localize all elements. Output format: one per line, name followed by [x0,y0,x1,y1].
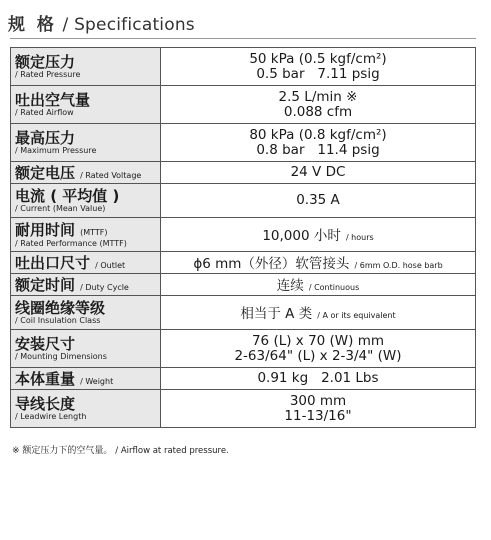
spec-row-weight [11,368,476,390]
spec-row-current [11,184,476,218]
spec-value-line: 24 V DC [290,164,346,180]
spec-value-line: 0.8 bar 11.4 psig [256,141,380,158]
spec-label-cn: 本体重量 [15,370,76,388]
spec-label-cell [11,184,161,218]
spec-table [10,47,476,428]
spec-value-line: 10,000 小时 [262,228,341,244]
spec-value-line: 2-63/64" (L) x 2-3/4" (W) [234,347,402,364]
spec-row-rated-voltage [11,162,476,184]
spec-label-en: / Rated Voltage [80,171,142,180]
spec-label-en: / Leadwire Length [15,411,87,421]
spec-value-line: 300 mm [289,392,347,409]
title-cn: 规 格 [8,15,57,35]
spec-label-cell [11,48,161,86]
footnote [12,443,229,456]
spec-label-cell [11,296,161,330]
spec-row-rated-pressure [11,48,476,86]
spec-label-cn-suffix: (MTTF) [80,228,108,237]
spec-value-line: 11-13/16" [284,407,352,424]
spec-label-cell [11,368,161,390]
spec-value-line: ϕ6 mm（外径）软管接头 [193,256,350,272]
spec-label-en: / Rated Performance (MTTF) [15,239,127,248]
spec-value-cell [161,124,476,162]
spec-value-line: 0.91 kg 2.01 Lbs [257,370,379,386]
spec-value-cell [161,162,476,184]
spec-label-en: / Coil Insulation Class [15,315,101,325]
spec-label-cell [11,274,161,296]
spec-row-duty-cycle [11,274,476,296]
title-divider [10,38,476,39]
spec-value-line: 0.35 A [296,192,340,208]
spec-row-max-pressure [11,124,476,162]
spec-row-mttf [11,218,476,252]
spec-value-cell [161,368,476,390]
spec-value-en: / Continuous [308,283,360,292]
spec-label-cn: 额定时间 [15,276,76,294]
footnote-cn: ※ 额定压力下的空气量。 [12,446,113,456]
spec-row-mounting-dimensions [11,330,476,368]
spec-label-cell [11,86,161,124]
spec-value-cell [161,48,476,86]
spec-label-cell [11,252,161,274]
spec-label-cn: 导线长度 [15,394,76,413]
spec-label-en: / Weight [80,377,114,386]
spec-label-cell [11,124,161,162]
spec-value-cell [161,390,476,428]
spec-value-cell [161,330,476,368]
spec-label-en: / Current (Mean Value) [15,203,106,213]
spec-value-line: 76 (L) x 70 (W) mm [251,332,385,349]
spec-value-en: / hours [345,233,374,242]
spec-value-cell [161,218,476,252]
spec-label-cn: 吐出空气量 [15,90,91,109]
spec-value-cell [161,86,476,124]
spec-value-line: 0.5 bar 7.11 psig [256,65,380,82]
spec-value-cell [161,252,476,274]
spec-value-line: 80 kPa (0.8 kgf/cm²) [249,126,387,143]
spec-row-rated-airflow [11,86,476,124]
spec-label-cell [11,162,161,184]
spec-label-cn: 额定电压 [15,164,76,182]
spec-value-cell [161,274,476,296]
spec-label-cell [11,330,161,368]
spec-value-en: / A or its equivalent [317,311,396,320]
spec-label-en: / Maximum Pressure [15,145,97,155]
spec-row-leadwire-length [11,390,476,428]
spec-value-en: / 6mm O.D. hose barb [354,261,443,270]
spec-label-cn: 安装尺寸 [15,334,76,353]
spec-label-cell [11,390,161,428]
spec-label-cn: 线圈绝缘等级 [15,298,106,317]
spec-label-cell [11,218,161,252]
spec-value-line: 50 kPa (0.5 kgf/cm²) [249,50,387,67]
spec-value-cell [161,296,476,330]
spec-value-line: 相当于 A 类 [240,306,313,322]
title-en: / Specifications [62,15,195,35]
spec-value-line: 连续 [276,278,304,294]
spec-label-cn: 最高压力 [15,128,76,147]
spec-label-en: / Outlet [95,261,126,270]
spec-label-en: / Rated Pressure [15,69,81,79]
spec-label-en: / Duty Cycle [80,283,129,292]
spec-label-en: / Mounting Dimensions [15,351,107,361]
spec-label-en: / Rated Airflow [15,107,74,117]
spec-value-cell [161,184,476,218]
footnote-en: / Airflow at rated pressure. [115,446,229,456]
page-title [8,10,195,35]
spec-label-cn: 额定压力 [15,52,76,71]
spec-row-coil-insulation [11,296,476,330]
spec-label-cn: 吐出口尺寸 [15,254,91,272]
spec-value-line: 2.5 L/min ※ [278,88,358,105]
spec-value-line: 0.088 cfm [283,103,353,120]
spec-label-cn: 耐用时间 [15,221,76,239]
spec-label-cn: 电流 ( 平均值 ) [15,186,120,205]
spec-row-outlet [11,252,476,274]
